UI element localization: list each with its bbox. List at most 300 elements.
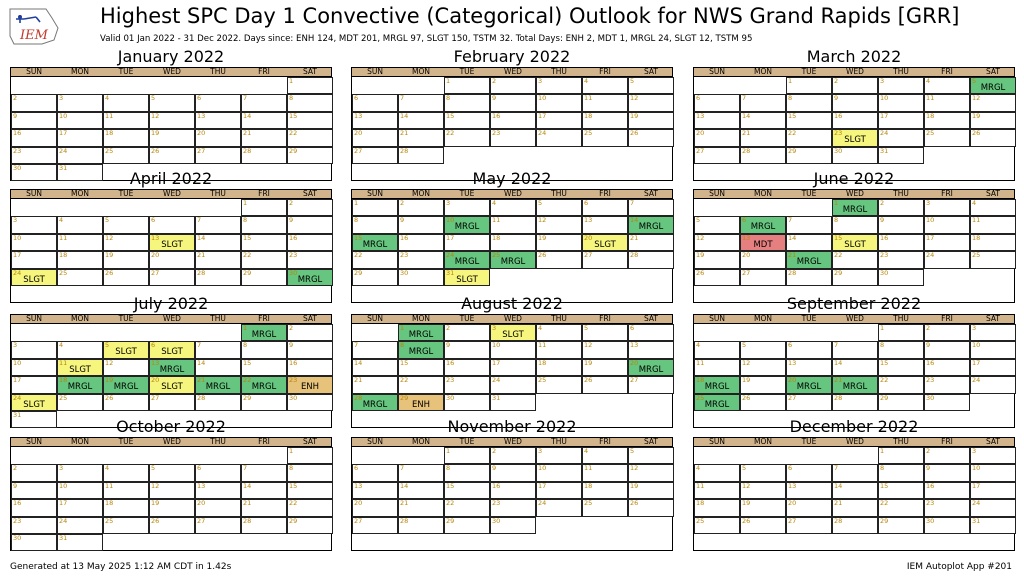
day-number: 7 bbox=[834, 341, 839, 350]
weekday-label: TUE bbox=[459, 189, 475, 198]
day-cell bbox=[536, 129, 582, 146]
day-cell bbox=[832, 216, 878, 233]
day-cell bbox=[878, 129, 924, 146]
day-number: 12 bbox=[972, 94, 981, 103]
day-cell bbox=[490, 359, 536, 376]
day-number: 25 bbox=[538, 376, 547, 385]
day-cell bbox=[740, 216, 786, 233]
day-number: 17 bbox=[59, 129, 68, 138]
day-number: 30 bbox=[13, 164, 22, 172]
day-number: 16 bbox=[492, 481, 501, 490]
day-number: 11 bbox=[972, 216, 981, 225]
day-number: 24 bbox=[492, 376, 501, 385]
weekday-label: SUN bbox=[26, 314, 42, 323]
day-cell bbox=[786, 94, 832, 111]
day-cell bbox=[740, 517, 786, 534]
day-number: 12 bbox=[584, 341, 593, 350]
day-number: 10 bbox=[59, 111, 68, 120]
outlook-category-label: SLGT bbox=[23, 399, 45, 410]
day-cell bbox=[398, 269, 444, 286]
day-number: 5 bbox=[972, 77, 977, 85]
day-number: 11 bbox=[584, 464, 593, 473]
day-number: 29 bbox=[446, 516, 455, 525]
day-number: 1 bbox=[880, 324, 885, 332]
month-title: October 2022 bbox=[116, 417, 226, 436]
day-cell bbox=[103, 464, 149, 481]
day-cell bbox=[352, 359, 398, 376]
day-number: 7 bbox=[243, 464, 248, 473]
app-label: IEM Autoplot App #201 bbox=[906, 562, 1012, 572]
weekday-label: FRI bbox=[258, 189, 270, 198]
day-number: 16 bbox=[13, 499, 22, 508]
weekday-label: TUE bbox=[801, 189, 817, 198]
outlook-category-label: MRGL bbox=[251, 330, 277, 340]
day-number: 20 bbox=[197, 499, 206, 508]
day-cell bbox=[878, 216, 924, 233]
day-cell bbox=[740, 359, 786, 376]
day-number: 12 bbox=[538, 216, 547, 225]
day-cell bbox=[352, 94, 398, 111]
day-number: 22 bbox=[834, 251, 843, 260]
day-cell bbox=[241, 251, 287, 268]
day-cell bbox=[786, 376, 832, 393]
day-number: 20 bbox=[584, 233, 593, 242]
weekday-label: THU bbox=[210, 437, 226, 446]
day-number: 26 bbox=[538, 251, 547, 260]
day-number: 21 bbox=[400, 499, 409, 508]
outlook-category-label: MRGL bbox=[205, 382, 231, 393]
month-calendar bbox=[10, 294, 332, 428]
day-number: 11 bbox=[105, 111, 114, 120]
day-cell bbox=[536, 251, 582, 268]
month-title: January 2022 bbox=[117, 47, 225, 66]
day-number: 2 bbox=[834, 77, 839, 85]
day-number: 3 bbox=[13, 216, 18, 225]
day-cell bbox=[11, 234, 57, 251]
day-cell bbox=[628, 482, 674, 499]
day-number: 28 bbox=[834, 516, 843, 525]
day-number: 14 bbox=[354, 358, 363, 367]
day-number: 1 bbox=[354, 199, 359, 207]
day-number: 5 bbox=[742, 341, 747, 350]
day-number: 16 bbox=[926, 358, 935, 367]
day-cell bbox=[398, 216, 444, 233]
day-cell bbox=[740, 251, 786, 268]
day-cell bbox=[582, 199, 628, 216]
day-number: 26 bbox=[584, 376, 593, 385]
day-number: 16 bbox=[834, 111, 843, 120]
day-number: 18 bbox=[926, 111, 935, 120]
day-cell bbox=[740, 129, 786, 146]
day-number: 29 bbox=[243, 393, 252, 402]
day-number: 26 bbox=[105, 393, 114, 402]
day-number: 18 bbox=[59, 376, 68, 385]
day-number: 29 bbox=[354, 268, 363, 277]
month-calendar bbox=[351, 417, 673, 551]
day-number: 10 bbox=[538, 94, 547, 103]
day-number: 4 bbox=[59, 341, 64, 350]
day-cell bbox=[149, 251, 195, 268]
day-cell bbox=[103, 341, 149, 358]
day-number: 18 bbox=[105, 499, 114, 508]
day-cell bbox=[490, 112, 536, 129]
weekday-label: SAT bbox=[302, 67, 318, 76]
weekday-label: SAT bbox=[985, 67, 1001, 76]
day-cell bbox=[878, 147, 924, 164]
day-cell bbox=[287, 94, 333, 111]
day-cell bbox=[287, 269, 333, 286]
day-number: 8 bbox=[788, 94, 793, 103]
day-number: 20 bbox=[630, 358, 639, 367]
weekday-header bbox=[352, 190, 672, 199]
day-number: 15 bbox=[446, 481, 455, 490]
day-number: 7 bbox=[197, 216, 202, 225]
day-number: 14 bbox=[834, 358, 843, 367]
month-calendar bbox=[10, 169, 332, 303]
day-number: 15 bbox=[243, 358, 252, 367]
weekday-label: TUE bbox=[459, 437, 475, 446]
day-cell bbox=[786, 482, 832, 499]
day-number: 7 bbox=[197, 341, 202, 350]
weekday-label: FRI bbox=[258, 314, 270, 323]
weekday-label: MON bbox=[71, 437, 89, 446]
day-number: 30 bbox=[926, 393, 935, 402]
day-cell bbox=[444, 269, 490, 286]
day-cell bbox=[241, 94, 287, 111]
day-cell bbox=[628, 464, 674, 481]
day-number: 4 bbox=[972, 199, 977, 207]
day-cell bbox=[352, 482, 398, 499]
day-number: 5 bbox=[151, 94, 156, 103]
day-number: 28 bbox=[400, 516, 409, 525]
day-cell bbox=[103, 234, 149, 251]
day-number: 2 bbox=[492, 447, 497, 455]
day-number: 21 bbox=[243, 499, 252, 508]
day-number: 12 bbox=[151, 111, 160, 120]
weekday-label: THU bbox=[893, 67, 909, 76]
day-number: 25 bbox=[696, 516, 705, 525]
day-cell bbox=[694, 499, 740, 516]
day-cell bbox=[582, 324, 628, 341]
day-cell bbox=[352, 341, 398, 358]
day-number: 10 bbox=[538, 464, 547, 473]
weekday-label: THU bbox=[551, 437, 567, 446]
day-cell bbox=[287, 199, 333, 216]
day-number: 2 bbox=[926, 324, 931, 332]
day-cell bbox=[444, 324, 490, 341]
outlook-category-label: MRGL bbox=[362, 239, 388, 250]
day-number: 6 bbox=[696, 94, 701, 103]
day-cell bbox=[924, 517, 970, 534]
outlook-category-label: SLGT bbox=[594, 239, 616, 250]
weekday-label: FRI bbox=[941, 314, 953, 323]
day-cell bbox=[878, 517, 924, 534]
month-title: April 2022 bbox=[129, 169, 213, 188]
weekday-header bbox=[694, 190, 1014, 199]
day-number: 19 bbox=[742, 376, 751, 385]
month-title: June 2022 bbox=[813, 169, 895, 188]
day-number: 11 bbox=[538, 341, 547, 350]
day-number: 30 bbox=[834, 146, 843, 155]
day-number: 22 bbox=[788, 129, 797, 138]
day-cell bbox=[490, 394, 536, 411]
day-number: 19 bbox=[696, 251, 705, 260]
day-number: 22 bbox=[354, 251, 363, 260]
day-cell bbox=[536, 324, 582, 341]
day-number: 25 bbox=[492, 251, 501, 260]
day-cell bbox=[786, 394, 832, 411]
day-cell bbox=[241, 147, 287, 164]
weekday-label: MON bbox=[71, 314, 89, 323]
day-cell bbox=[444, 464, 490, 481]
weekday-label: FRI bbox=[941, 437, 953, 446]
day-cell bbox=[352, 199, 398, 216]
outlook-category-label: SLGT bbox=[69, 364, 91, 375]
day-cell bbox=[57, 464, 103, 481]
day-cell bbox=[195, 129, 241, 146]
weekday-label: SAT bbox=[302, 314, 318, 323]
day-cell bbox=[241, 464, 287, 481]
day-cell bbox=[11, 464, 57, 481]
outlook-category-label: MRGL bbox=[796, 257, 822, 268]
day-number: 26 bbox=[742, 516, 751, 525]
day-number: 3 bbox=[538, 77, 543, 85]
day-cell bbox=[11, 112, 57, 129]
outlook-category-label: MRGL bbox=[67, 382, 93, 393]
day-number: 22 bbox=[400, 376, 409, 385]
day-number: 23 bbox=[492, 499, 501, 508]
day-number: 12 bbox=[105, 358, 114, 367]
day-number: 2 bbox=[289, 324, 294, 332]
day-cell bbox=[149, 464, 195, 481]
month-grid bbox=[351, 314, 673, 428]
weekday-label: WED bbox=[163, 67, 181, 76]
day-cell bbox=[832, 517, 878, 534]
day-cell bbox=[536, 94, 582, 111]
day-cell bbox=[149, 341, 195, 358]
month-title: May 2022 bbox=[472, 169, 552, 188]
day-cell bbox=[628, 376, 674, 393]
day-number: 28 bbox=[788, 268, 797, 277]
day-cell bbox=[924, 94, 970, 111]
day-cell bbox=[970, 129, 1016, 146]
day-cell bbox=[694, 129, 740, 146]
day-number: 1 bbox=[880, 447, 885, 455]
day-cell bbox=[536, 499, 582, 516]
day-cell bbox=[57, 112, 103, 129]
day-number: 19 bbox=[630, 481, 639, 490]
month-calendar bbox=[693, 417, 1015, 551]
day-cell bbox=[287, 359, 333, 376]
month-calendar bbox=[693, 47, 1015, 181]
day-cell bbox=[878, 77, 924, 94]
day-cell bbox=[352, 376, 398, 393]
day-number: 17 bbox=[972, 481, 981, 490]
day-cell bbox=[786, 129, 832, 146]
day-number: 15 bbox=[289, 481, 298, 490]
day-number: 6 bbox=[197, 94, 202, 103]
day-number: 21 bbox=[354, 376, 363, 385]
day-number: 25 bbox=[972, 251, 981, 260]
day-number: 13 bbox=[696, 111, 705, 120]
day-cell bbox=[970, 199, 1016, 216]
day-cell bbox=[11, 376, 57, 393]
day-cell bbox=[195, 482, 241, 499]
day-number: 17 bbox=[538, 111, 547, 120]
day-cell bbox=[536, 447, 582, 464]
day-number: 22 bbox=[243, 251, 252, 260]
day-number: 7 bbox=[400, 94, 405, 103]
day-number: 30 bbox=[13, 534, 22, 542]
outlook-category-label: MRGL bbox=[842, 205, 868, 215]
weekday-label: SAT bbox=[985, 437, 1001, 446]
month-calendar bbox=[693, 294, 1015, 428]
day-cell bbox=[628, 251, 674, 268]
day-cell bbox=[241, 499, 287, 516]
day-cell bbox=[103, 112, 149, 129]
weekday-label: FRI bbox=[599, 67, 611, 76]
day-number: 9 bbox=[289, 341, 294, 350]
day-number: 2 bbox=[289, 199, 294, 207]
month-grid bbox=[10, 437, 332, 551]
day-cell bbox=[11, 359, 57, 376]
day-cell bbox=[582, 251, 628, 268]
day-number: 20 bbox=[197, 129, 206, 138]
day-number: 27 bbox=[197, 516, 206, 525]
outlook-category-label: SLGT bbox=[161, 347, 183, 358]
day-cell bbox=[398, 129, 444, 146]
day-number: 18 bbox=[584, 481, 593, 490]
day-cell bbox=[970, 77, 1016, 94]
weekday-header bbox=[11, 68, 331, 77]
day-cell bbox=[878, 359, 924, 376]
day-cell bbox=[740, 482, 786, 499]
day-number: 3 bbox=[59, 464, 64, 473]
day-cell bbox=[924, 251, 970, 268]
day-cell bbox=[878, 234, 924, 251]
day-number: 28 bbox=[834, 393, 843, 402]
month-title: February 2022 bbox=[453, 47, 571, 66]
day-cell bbox=[195, 464, 241, 481]
day-cell bbox=[490, 499, 536, 516]
day-cell bbox=[832, 269, 878, 286]
day-cell bbox=[878, 482, 924, 499]
day-number: 4 bbox=[584, 77, 589, 85]
weekday-label: SUN bbox=[709, 314, 725, 323]
weekday-label: THU bbox=[210, 189, 226, 198]
weekday-label: SUN bbox=[26, 189, 42, 198]
day-number: 14 bbox=[197, 233, 206, 242]
day-cell bbox=[740, 94, 786, 111]
day-number: 23 bbox=[880, 251, 889, 260]
day-cell bbox=[398, 234, 444, 251]
day-number: 28 bbox=[197, 393, 206, 402]
day-cell bbox=[628, 324, 674, 341]
day-number: 5 bbox=[696, 216, 701, 225]
day-number: 14 bbox=[788, 233, 797, 242]
day-cell bbox=[149, 376, 195, 393]
day-number: 23 bbox=[926, 376, 935, 385]
day-cell bbox=[195, 517, 241, 534]
day-number: 24 bbox=[59, 146, 68, 155]
outlook-category-label: SLGT bbox=[115, 347, 137, 358]
day-number: 5 bbox=[584, 324, 589, 332]
day-number: 4 bbox=[696, 464, 701, 473]
day-cell bbox=[398, 199, 444, 216]
day-number: 21 bbox=[197, 251, 206, 260]
day-cell bbox=[740, 147, 786, 164]
weekday-label: THU bbox=[210, 314, 226, 323]
day-cell bbox=[57, 482, 103, 499]
day-cell bbox=[195, 269, 241, 286]
iem-logo bbox=[6, 6, 62, 48]
day-cell bbox=[398, 499, 444, 516]
weekday-label: SAT bbox=[643, 67, 659, 76]
day-cell bbox=[149, 147, 195, 164]
day-cell bbox=[924, 499, 970, 516]
weekday-header bbox=[11, 190, 331, 199]
day-number: 17 bbox=[59, 499, 68, 508]
day-cell bbox=[287, 77, 333, 94]
day-number: 13 bbox=[354, 481, 363, 490]
day-number: 2 bbox=[880, 199, 885, 207]
day-cell bbox=[57, 216, 103, 233]
day-cell bbox=[832, 376, 878, 393]
day-number: 29 bbox=[834, 268, 843, 277]
day-cell bbox=[490, 129, 536, 146]
day-cell bbox=[398, 147, 444, 164]
day-number: 9 bbox=[446, 341, 451, 350]
day-cell bbox=[786, 112, 832, 129]
day-number: 4 bbox=[492, 199, 497, 207]
page-subtitle: Valid 01 Jan 2022 - 31 Dec 2022. Days since: ENH 124, MDT 201, MRGL 97, SLGT 150, TSTM 32. Total Days: ENH 2, MDT 1, MRGL 24, SLGT 12, TSTM 95 bbox=[100, 34, 753, 44]
day-cell bbox=[11, 517, 57, 534]
day-cell bbox=[490, 464, 536, 481]
month-grid bbox=[351, 67, 673, 181]
day-cell bbox=[878, 269, 924, 286]
outlook-category-label: SLGT bbox=[161, 239, 183, 250]
weekday-label: MON bbox=[412, 437, 430, 446]
day-number: 28 bbox=[197, 268, 206, 277]
weekday-label: SAT bbox=[302, 189, 318, 198]
day-cell bbox=[241, 341, 287, 358]
day-cell bbox=[195, 341, 241, 358]
day-cell bbox=[924, 447, 970, 464]
day-cell bbox=[444, 77, 490, 94]
day-cell bbox=[832, 394, 878, 411]
outlook-category-label: MRGL bbox=[638, 222, 664, 233]
day-number: 12 bbox=[105, 233, 114, 242]
day-number: 14 bbox=[742, 111, 751, 120]
day-cell bbox=[740, 269, 786, 286]
month-calendar bbox=[10, 47, 332, 181]
day-cell bbox=[195, 499, 241, 516]
outlook-category-label: SLGT bbox=[844, 135, 866, 146]
day-cell bbox=[924, 216, 970, 233]
day-number: 30 bbox=[289, 393, 298, 402]
weekday-label: WED bbox=[846, 189, 864, 198]
day-number: 20 bbox=[788, 376, 797, 385]
day-cell bbox=[287, 112, 333, 129]
day-number: 7 bbox=[788, 216, 793, 225]
day-number: 26 bbox=[696, 268, 705, 277]
day-cell bbox=[287, 464, 333, 481]
day-cell bbox=[694, 359, 740, 376]
day-number: 16 bbox=[289, 358, 298, 367]
day-number: 25 bbox=[926, 129, 935, 138]
day-cell bbox=[11, 129, 57, 146]
day-number: 7 bbox=[400, 464, 405, 473]
